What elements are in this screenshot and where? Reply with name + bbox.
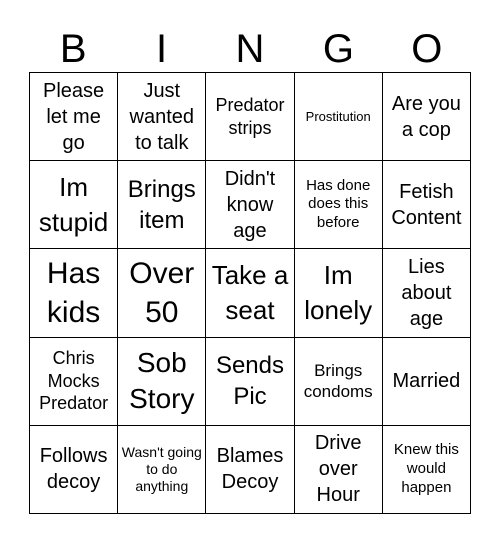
header-letter-g: G <box>322 27 354 71</box>
cell-label: Wasn't going to do anything <box>121 444 202 494</box>
cell-label: Im lonely <box>304 259 373 325</box>
cell-label: Prostitution <box>305 108 371 124</box>
cell-label: Predator strips <box>215 95 285 138</box>
cell-label: Im stupid <box>38 171 109 237</box>
cell-label: Married <box>392 370 461 393</box>
bingo-cell-1-4[interactable] <box>295 73 383 161</box>
bingo-cell-2-4[interactable] <box>295 161 383 249</box>
cell-label: Brings item <box>127 175 196 234</box>
cell-label: Knew this would happen <box>393 441 459 496</box>
bingo-cell-3-5[interactable] <box>383 249 471 337</box>
bingo-header <box>29 26 471 72</box>
cell-label: Lies about age <box>401 255 452 330</box>
bingo-cell-3-2[interactable] <box>118 249 206 337</box>
bingo-cell-2-5[interactable] <box>383 161 471 249</box>
bingo-cell-3-4[interactable] <box>295 249 383 337</box>
cell-label: Has kids <box>46 256 101 329</box>
bingo-cell-2-1[interactable] <box>30 161 118 249</box>
header-letter-o: O <box>411 27 443 71</box>
cell-label: Has done does this before <box>306 176 371 232</box>
cell-label: Just wanted to talk <box>129 79 195 154</box>
bingo-cell-2-2[interactable] <box>118 161 206 249</box>
bingo-cell-2-3[interactable] <box>206 161 294 249</box>
bingo-cell-1-5[interactable] <box>383 73 471 161</box>
bingo-cell-5-3[interactable] <box>206 426 294 514</box>
cell-label: Fetish Content <box>391 180 462 229</box>
cell-label: Over 50 <box>129 256 195 329</box>
cell-label: Follows decoy <box>39 445 108 494</box>
cell-label: Blames Decoy <box>216 445 284 494</box>
cell-label: Chris Mocks Predator <box>39 348 109 414</box>
bingo-cell-1-1[interactable] <box>30 73 118 161</box>
bingo-cell-4-3[interactable] <box>206 338 294 426</box>
cell-label: Please let me go <box>43 79 105 154</box>
bingo-cell-3-3[interactable] <box>206 249 294 337</box>
cell-label: Sends Pic <box>215 352 285 411</box>
bingo-cell-4-4[interactable] <box>295 338 383 426</box>
bingo-cell-3-1[interactable] <box>30 249 118 337</box>
bingo-cell-5-1[interactable] <box>30 426 118 514</box>
bingo-board <box>29 72 471 514</box>
bingo-cell-4-2[interactable] <box>118 338 206 426</box>
header-letter-b: B <box>59 27 87 71</box>
bingo-cell-1-2[interactable] <box>118 73 206 161</box>
bingo-cell-4-5[interactable] <box>383 338 471 426</box>
bingo-cell-4-1[interactable] <box>30 338 118 426</box>
cell-label: Didn't know age <box>224 167 276 242</box>
cell-label: Sob Story <box>129 346 195 415</box>
bingo-cell-5-4[interactable] <box>295 426 383 514</box>
bingo-cell-5-2[interactable] <box>118 426 206 514</box>
bingo-cell-5-5[interactable] <box>383 426 471 514</box>
cell-label: Are you a cop <box>391 92 461 141</box>
bingo-cell-1-3[interactable] <box>206 73 294 161</box>
header-letter-i: I <box>156 27 168 71</box>
cell-label: Drive over Hour <box>314 432 362 507</box>
cell-label: Brings condoms <box>303 360 373 402</box>
header-letter-n: N <box>235 27 265 71</box>
cell-label: Take a seat <box>211 259 289 325</box>
